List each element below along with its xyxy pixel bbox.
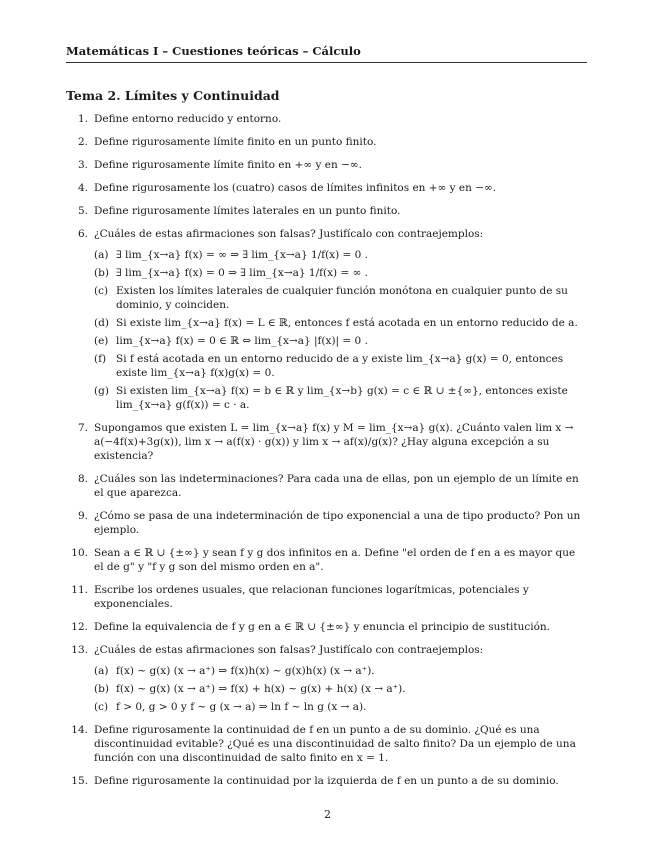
question-number: 13. [71, 644, 88, 656]
question-item [66, 620, 587, 634]
sub-question-label: (a) [94, 249, 109, 261]
question-text: Escribe los ordenes usuales, que relacionan funciones logarítmicas, potenciales y exponenciales. [94, 584, 529, 610]
sub-question-list [94, 248, 587, 412]
sub-question-text: f(x) ∼ g(x) (x → a⁺) ⇒ f(x) + h(x) ∼ g(x) + h(x) (x → a⁺). [116, 683, 406, 695]
question-number: 9. [77, 510, 88, 522]
sub-question-text: Existen los límites laterales de cualquier función monótona en cualquier punto de su dominio, y coinciden. [116, 285, 568, 311]
section-title: Tema 2. Límites y Continuidad [66, 88, 280, 103]
sub-question-item [94, 334, 587, 348]
sub-question-text: Si existen lim_{x→a} f(x) = b ∈ ℝ y lim_{x→b} g(x) = c ∈ ℝ ∪ ±{∞}, entonces existe lim_{x→a} g(f(x)) = c · a. [116, 385, 568, 411]
question-number: 12. [71, 621, 88, 633]
question-item [66, 112, 587, 126]
question-number: 3. [77, 159, 88, 171]
sub-question-label: (b) [94, 267, 109, 279]
sub-question-item [94, 266, 587, 280]
question-text: Define rigurosamente límite finito en un punto finito. [94, 136, 377, 148]
question-text: ¿Cuáles de estas afirmaciones son falsas? Justifícalo con contraejemplos: [94, 228, 484, 240]
question-text: ¿Cuáles de estas afirmaciones son falsas? Justifícalo con contraejemplos: [94, 644, 484, 656]
question-text: Define rigurosamente límites laterales en un punto finito. [94, 205, 401, 217]
question-number: 5. [77, 205, 88, 217]
sub-question-text: f > 0, g > 0 y f ∼ g (x → a) ⇒ ln f ∼ ln g (x → a). [116, 701, 367, 713]
question-number: 6. [77, 228, 88, 240]
question-item [66, 774, 587, 788]
sub-question-label: (c) [94, 701, 109, 713]
question-number: 10. [71, 547, 88, 559]
question-item [66, 472, 587, 500]
question-item [66, 204, 587, 218]
question-text: Sean a ∈ ℝ ∪ {±∞} y sean f y g dos infinitos en a. Define "el orden de f en a es mayor que el de g" y "f y g son del mismo orden en a". [94, 547, 576, 573]
question-text: Define entorno reducido y entorno. [94, 113, 282, 125]
sub-question-item [94, 664, 587, 678]
question-number: 11. [71, 584, 88, 596]
question-list [66, 112, 587, 797]
question-item [66, 723, 587, 765]
sub-question-text: f(x) ∼ g(x) (x → a⁺) ⇒ f(x)h(x) ∼ g(x)h(x) (x → a⁺). [116, 665, 375, 677]
sub-question-item [94, 248, 587, 262]
sub-question-label: (d) [94, 317, 109, 329]
question-text: ¿Cómo se pasa de una indeterminación de tipo exponencial a una de tipo producto? Pon un ejemplo. [94, 510, 581, 536]
question-item [66, 181, 587, 195]
question-item [66, 509, 587, 537]
sub-question-text: lim_{x→a} f(x) = 0 ∈ ℝ ⇔ lim_{x→a} |f(x)| = 0 . [116, 335, 368, 347]
question-text: Supongamos que existen L = lim_{x→a} f(x) y M = lim_{x→a} g(x). ¿Cuánto valen lim x → a(−4f(x)+3g(x)), lim x → a(f(x) · g(x)) y lim x → af(x)/g(x)? ¿Hay alguna excepción a su existencia? [94, 422, 574, 462]
sub-question-item [94, 700, 587, 714]
sub-question-item [94, 316, 587, 330]
question-text: ¿Cuáles son las indeterminaciones? Para cada una de ellas, pon un ejemplo de un límite en el que aparezca. [94, 473, 579, 499]
question-item [66, 421, 587, 463]
page-header: Matemáticas I – Cuestiones teóricas – Cálculo [66, 44, 587, 63]
sub-question-text: Si f está acotada en un entorno reducido de a y existe lim_{x→a} g(x) = 0, entonces existe lim_{x→a} f(x)g(x) = 0. [116, 353, 564, 379]
question-text: Define rigurosamente los (cuatro) casos de límites infinitos en +∞ y en −∞. [94, 182, 497, 194]
sub-question-item [94, 384, 587, 412]
question-number: 8. [77, 473, 88, 485]
page-number: 2 [324, 808, 331, 821]
question-text: Define rigurosamente la continuidad por la izquierda de f en un punto a de su dominio. [94, 775, 559, 787]
sub-question-item [94, 284, 587, 312]
sub-question-item [94, 682, 587, 696]
question-number: 1. [77, 113, 88, 125]
sub-question-label: (a) [94, 665, 109, 677]
sub-question-label: (f) [94, 353, 107, 365]
sub-question-label: (c) [94, 285, 109, 297]
question-item [66, 546, 587, 574]
question-text: Define la equivalencia de f y g en a ∈ ℝ ∪ {±∞} y enuncia el principio de sustitución. [94, 621, 551, 633]
question-text: Define rigurosamente la continuidad de f en un punto a de su dominio. ¿Qué es una discontinuidad evitable? ¿Qué es una discontinuidad de salto finito? Da un ejemplo de una función con una discontinuidad de salto finito en x = 1. [94, 724, 576, 764]
question-number: 2. [77, 136, 88, 148]
sub-question-text: ∃ lim_{x→a} f(x) = ∞ ⇒ ∃ lim_{x→a} 1/f(x) = 0 . [116, 249, 369, 261]
question-number: 15. [71, 775, 88, 787]
sub-question-item [94, 352, 587, 380]
sub-question-label: (g) [94, 385, 109, 397]
sub-question-text: ∃ lim_{x→a} f(x) = 0 ⇒ ∃ lim_{x→a} 1/f(x) = ∞ . [116, 267, 369, 279]
question-item [66, 227, 587, 412]
question-item [66, 158, 587, 172]
sub-question-list [94, 664, 587, 714]
question-item [66, 135, 587, 149]
question-item [66, 583, 587, 611]
question-number: 7. [77, 422, 88, 434]
sub-question-label: (b) [94, 683, 109, 695]
question-number: 4. [77, 182, 88, 194]
sub-question-label: (e) [94, 335, 109, 347]
question-item [66, 643, 587, 714]
sub-question-text: Si existe lim_{x→a} f(x) = L ∈ ℝ, entonces f está acotada en un entorno reducido de a. [116, 317, 578, 329]
question-number: 14. [71, 724, 88, 736]
question-text: Define rigurosamente límite finito en +∞ y en −∞. [94, 159, 362, 171]
